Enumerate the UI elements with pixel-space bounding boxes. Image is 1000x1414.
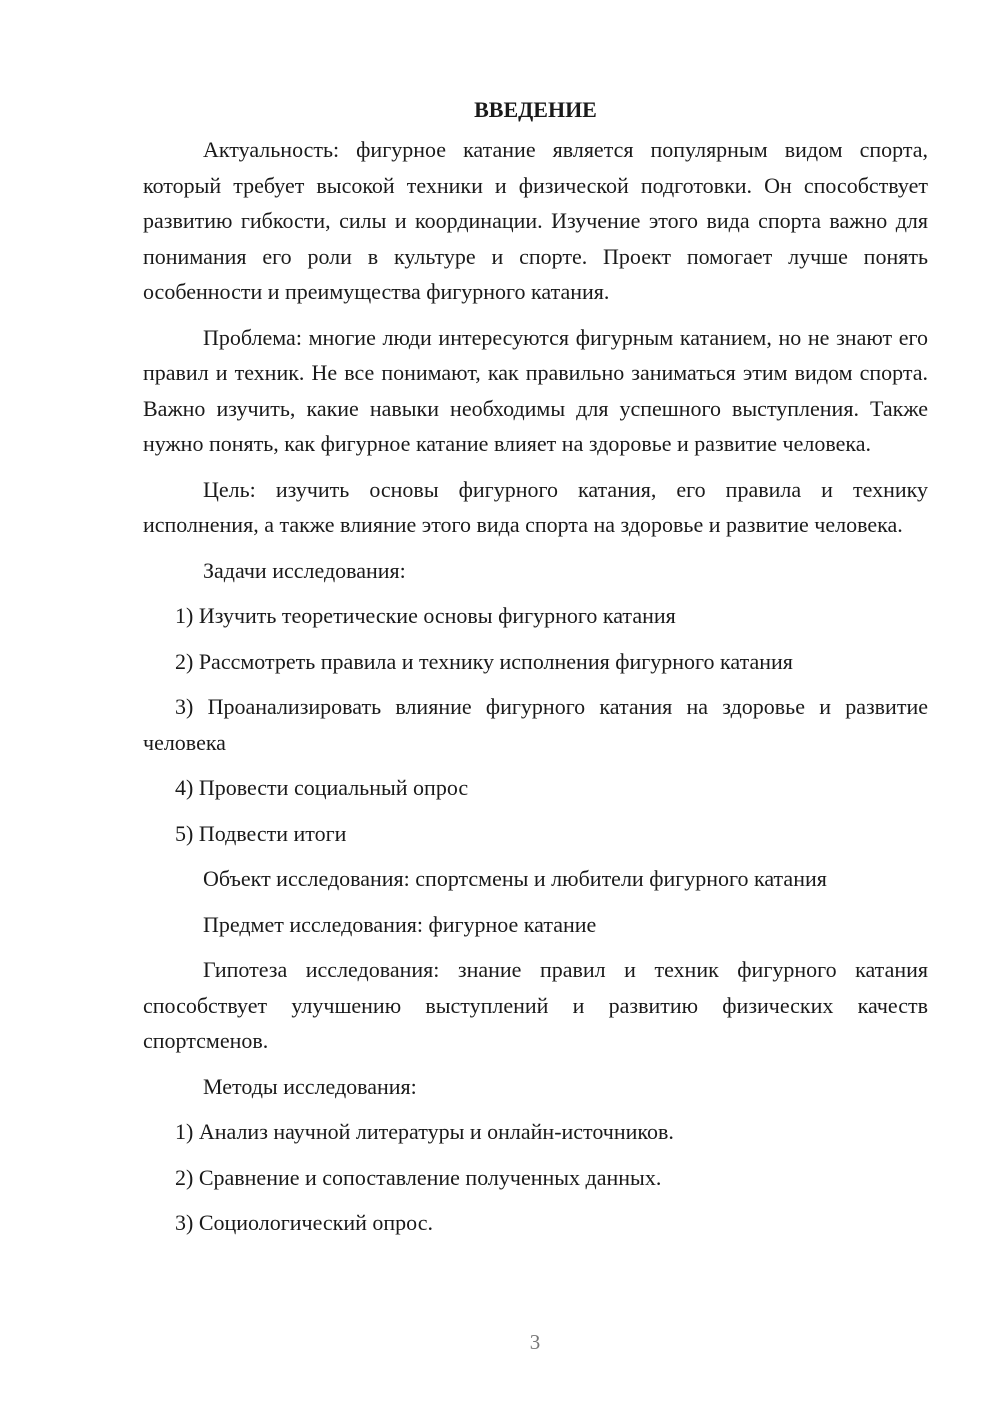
page-content: [143, 92, 928, 1251]
task-item: 5) Подвести итоги: [175, 820, 347, 846]
research-object: Объект исследования: спортсмены и любители фигурного катания: [203, 866, 827, 891]
goal-paragraph: Цель: изучить основы фигурного катания, его правила и технику исполнения, а также влияние этого вида спорта на здоровье и развитие человека.: [143, 476, 928, 537]
task-item: 2) Рассмотреть правила и технику исполнения фигурного катания: [175, 648, 793, 674]
tasks-heading: Задачи исследования:: [203, 557, 406, 583]
method-item: 3) Социологический опрос.: [175, 1210, 433, 1235]
page-number: 3: [529, 1330, 541, 1354]
methods-heading: Методы исследования:: [203, 1073, 417, 1099]
relevance-paragraph: Актуальность: фигурное катание является популярным видом спорта, который требует высокой техники и физической подготовки. Он способствует развитию гибкости, силы и координации. Изучение этого вида спорта важно для понимания его роли в культуре и спорте. Проект помогает лучше понять особенности и преимущества фигурного катания.: [143, 137, 928, 304]
method-item: 2) Сравнение и сопоставление полученных данных.: [175, 1164, 662, 1190]
method-item: 1) Анализ научной литературы и онлайн-источников.: [175, 1119, 674, 1144]
task-item: 3) Проанализировать влияние фигурного катания на здоровье и развитие человека: [143, 694, 928, 755]
task-item: 4) Провести социальный опрос: [175, 775, 469, 800]
research-subject: Предмет исследования: фигурное катание: [203, 911, 597, 937]
problem-paragraph: Проблема: многие люди интересуются фигурным катанием, но не знают его правил и техник. Не все понимают, как правильно заниматься этим видом спорта. Важно изучить, какие навыки необходимы для успешного выступления. Также нужно понять, как фигурное катание влияет на здоровье и развитие человека.: [143, 324, 928, 456]
hypothesis-paragraph: Гипотеза исследования: знание правил и техник фигурного катания способствует улучшению выступлений и развитию физических качеств спортсменов.: [143, 957, 928, 1053]
task-item: 1) Изучить теоретические основы фигурного катания: [175, 603, 676, 628]
page-title: ВВЕДЕНИЕ: [474, 97, 597, 122]
